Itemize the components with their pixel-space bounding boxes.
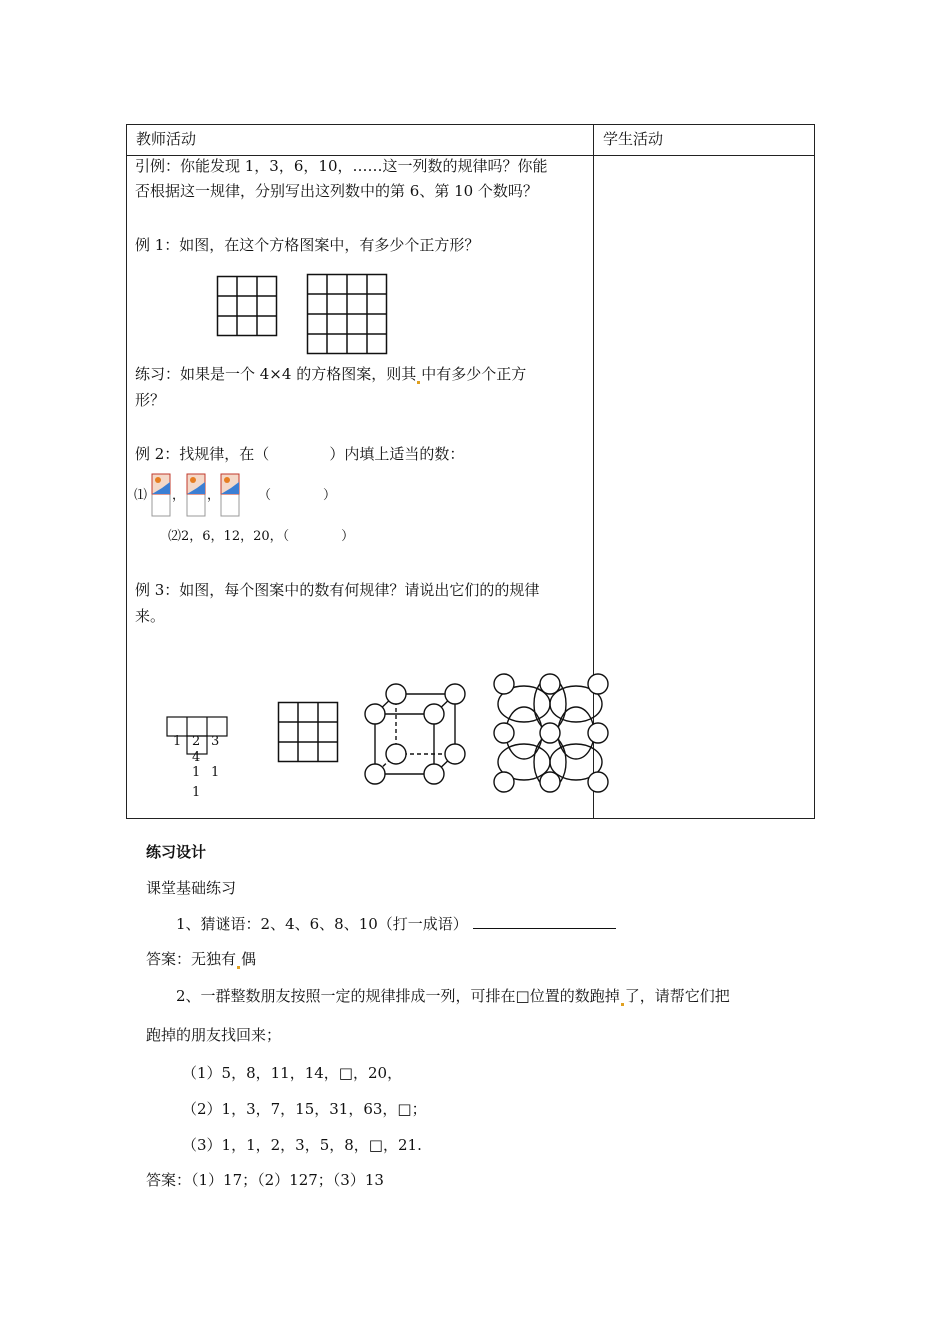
question-1 — [176, 914, 616, 934]
fig-number: 3 — [211, 734, 220, 749]
question-1-text: 1、猜谜语：2、4、6、8、10（打一成语） — [176, 915, 468, 933]
question-2-line-1 — [176, 986, 730, 1006]
grid-4x4-figure — [307, 274, 387, 354]
answer-1-suffix: 偶 — [241, 950, 257, 968]
ex2-item2: ⑵2，6，12，20，（ ） — [168, 529, 355, 544]
answer-blank — [473, 914, 616, 929]
grid-3x3-figure-small — [278, 702, 338, 762]
question-2-item-1: （1）5，8，11，14，□，20， — [182, 1064, 403, 1082]
answer-2: 答案：（1）17；（2）127；（3）13 — [146, 1171, 384, 1189]
lesson-table — [126, 124, 815, 819]
answer-1 — [146, 949, 256, 969]
intro-line-1: 引例：你能发现 1，3，6，10，……这一列数的规律吗？你能 — [135, 157, 548, 175]
example-3-line-2: 来。 — [135, 607, 166, 625]
practice-line-2: 形？ — [135, 391, 166, 409]
student-activity-header: 学生活动 — [603, 130, 664, 148]
ex2-sep-1: ， — [172, 488, 186, 503]
example-1: 例 1：如图，在这个方格图案中，有多少个正方形？ — [135, 236, 480, 254]
grid-3x3-figure — [217, 276, 277, 336]
example-3-line-1: 例 3：如图，每个图案中的数有何规律？请说出它们的的规律 — [135, 581, 540, 599]
cube-circles-figure — [362, 682, 470, 790]
practice-text-b: 中有多少个正方 — [421, 365, 527, 383]
ex2-item1-blank: （ ） — [258, 488, 337, 503]
example-2: 例 2：找规律，在（ ）内填上适当的数： — [135, 445, 465, 463]
ex2-sep-2: ， — [207, 488, 221, 503]
fig-number: 1 — [192, 765, 201, 780]
fig-number: 2 — [192, 734, 201, 749]
dot-mark — [621, 1003, 624, 1006]
dot-mark — [237, 966, 240, 969]
teacher-activity-header: 教师活动 — [136, 130, 197, 148]
practice-line-1 — [135, 364, 526, 384]
ex2-item1-prefix: ⑴ — [134, 488, 148, 503]
picture-card-3 — [219, 474, 241, 518]
practice-text-a: 练习：如果是一个 4×4 的方格图案，则其 — [135, 365, 417, 383]
question-2-item-3: （3）1，1，2，3，5，8，□，21. — [182, 1136, 422, 1154]
question-2-item-2: （2）1，3，7，15，31，63，□； — [182, 1100, 427, 1118]
picture-card-1 — [150, 474, 172, 518]
answer-1-prefix: 答案：无独有 — [146, 950, 237, 968]
section-title: 练习设计 — [146, 843, 207, 861]
question-2-text-a: 2、一群整数朋友按照一定的规律排成一列，可排在□位置的数跑掉 — [176, 987, 620, 1005]
fig-number: 1 — [173, 734, 182, 749]
fig-number: 4 — [192, 750, 201, 765]
intro-line-2: 否根据这一规律，分别写出这列数中的第 6、第 10 个数吗？ — [135, 182, 538, 200]
section-subtitle: 课堂基础练习 — [146, 879, 237, 897]
fig-number: 1 — [192, 785, 201, 800]
dot-mark — [417, 381, 420, 384]
fig-number: 1 — [211, 765, 220, 780]
question-2-line-2: 跑掉的朋友找回来； — [146, 1026, 282, 1044]
circle-grid-figure — [490, 672, 614, 798]
question-2-text-b: 了，请帮它们把 — [624, 987, 730, 1005]
picture-card-2 — [185, 474, 207, 518]
